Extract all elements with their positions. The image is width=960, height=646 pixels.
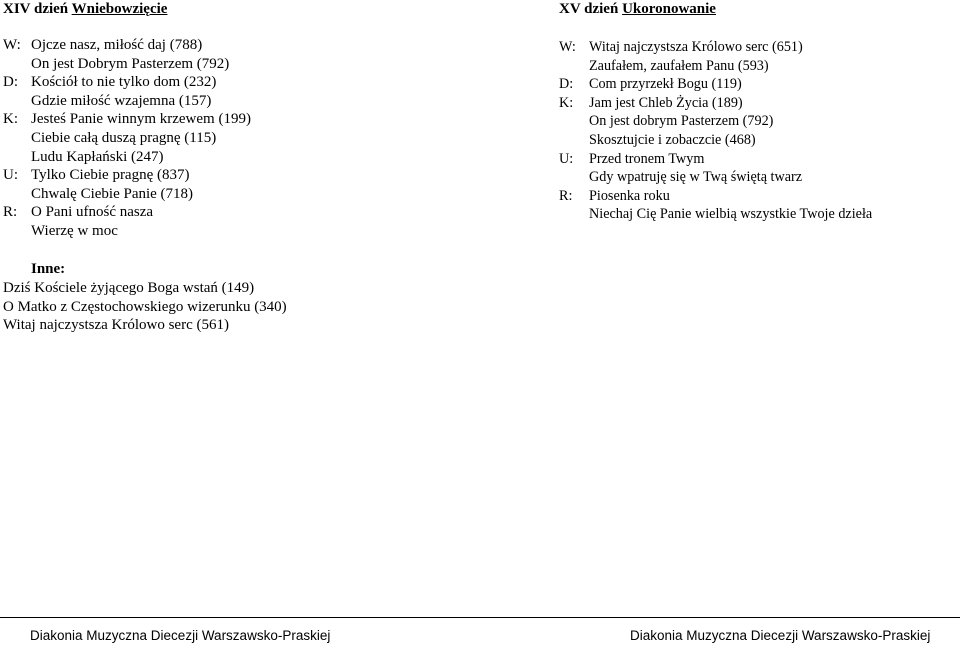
entry-prefix: K: xyxy=(3,111,18,128)
song-entry xyxy=(3,222,473,241)
entry-prefix: R: xyxy=(559,187,573,204)
entry-text: Ludu Kapłański (247) xyxy=(31,148,164,165)
song-entry xyxy=(3,92,473,111)
left-day-name: Wniebowzięcie xyxy=(71,1,168,17)
entry-prefix xyxy=(559,112,589,131)
entry-text: Gdy wpatruję się w Twą świętą twarz xyxy=(589,169,803,186)
entry-text: Ciebie całą duszą pragnę (115) xyxy=(31,129,217,146)
song-entry xyxy=(3,148,473,167)
song-entry xyxy=(3,185,473,204)
entry-prefix xyxy=(559,168,589,187)
entry-prefix xyxy=(3,222,31,241)
entry-prefix xyxy=(3,55,31,74)
entry-prefix: R: xyxy=(3,204,18,221)
entry-text: Wierzę w moc xyxy=(31,222,118,239)
song-entry xyxy=(3,55,473,74)
song-entry xyxy=(559,94,959,113)
right-day-column xyxy=(559,0,959,224)
other-song-item: O Matko z Częstochowskiego wizerunku (340) xyxy=(3,298,287,315)
entry-text: Jam jest Chleb Życia (189) xyxy=(589,94,743,111)
left-day-title xyxy=(3,0,473,18)
entry-text: Tylko Ciebie pragnę (837) xyxy=(31,167,190,184)
right-day-title xyxy=(559,0,959,18)
entry-text: Chwalę Ciebie Panie (718) xyxy=(31,185,194,202)
entry-text: Ojcze nasz, miłość daj (788) xyxy=(31,37,203,53)
entry-prefix: D: xyxy=(559,76,574,93)
entry-text: Niechaj Cię Panie wielbią wszystkie Twoje dzieła xyxy=(589,206,873,223)
entry-text: On jest Dobrym Pasterzem (792) xyxy=(31,55,230,72)
song-entry xyxy=(559,38,959,57)
entry-text: Skosztujcie i zobaczcie (468) xyxy=(589,131,756,148)
song-entry xyxy=(3,36,473,55)
entry-prefix xyxy=(559,57,589,76)
entry-text: Piosenka roku xyxy=(589,187,670,204)
entry-prefix: K: xyxy=(559,94,574,111)
entry-prefix xyxy=(559,205,589,224)
footer-divider xyxy=(0,617,960,618)
entry-text: O Pani ufność nasza xyxy=(31,204,154,221)
song-entry xyxy=(559,75,959,94)
entry-text: Witaj najczystsza Królowo serc (651) xyxy=(589,39,803,55)
footer-right-text: Diakonia Muzyczna Diecezji Warszawsko-Praskiej xyxy=(630,628,931,643)
entry-prefix: U: xyxy=(559,150,574,167)
song-entry xyxy=(559,205,959,224)
song-entry xyxy=(3,110,473,129)
song-entry xyxy=(3,166,473,185)
other-songs-title: Inne: xyxy=(31,261,66,277)
left-entries xyxy=(3,36,473,241)
song-entry xyxy=(3,73,473,92)
song-entry xyxy=(559,187,959,206)
entry-text: Gdzie miłość wzajemna (157) xyxy=(31,92,212,109)
footer-left-text: Diakonia Muzyczna Diecezji Warszawsko-Praskiej xyxy=(30,628,331,643)
entry-text: Jesteś Panie winnym krzewem (199) xyxy=(31,111,251,128)
right-entries xyxy=(559,38,959,224)
other-song-item: Witaj najczystsza Królowo serc (561) xyxy=(3,317,229,334)
song-entry xyxy=(3,129,473,148)
entry-prefix xyxy=(559,131,589,150)
song-entry xyxy=(3,203,473,222)
entry-prefix: D: xyxy=(3,74,18,91)
song-entry xyxy=(559,168,959,187)
entry-prefix xyxy=(3,185,31,204)
entry-prefix xyxy=(3,129,31,148)
entry-text: Kościół to nie tylko dom (232) xyxy=(31,74,217,91)
entry-prefix xyxy=(3,148,31,167)
entry-prefix xyxy=(3,92,31,111)
entry-text: Com przyrzekł Bogu (119) xyxy=(589,76,742,93)
song-entry xyxy=(559,131,959,150)
entry-prefix: W: xyxy=(559,39,576,55)
song-entry xyxy=(559,57,959,76)
other-song-item: Dziś Kościele żyjącego Boga wstań (149) xyxy=(3,279,255,296)
left-day-column xyxy=(3,0,473,241)
right-day-name: Ukoronowanie xyxy=(622,1,716,17)
left-day-number: XIV dzień xyxy=(3,1,69,17)
entry-text: Zaufałem, zaufałem Panu (593) xyxy=(589,57,769,74)
song-entry xyxy=(559,150,959,169)
other-songs-section xyxy=(3,260,287,335)
entry-prefix: U: xyxy=(3,167,18,184)
song-entry xyxy=(559,112,959,131)
entry-prefix: W: xyxy=(3,37,21,53)
entry-text: On jest dobrym Pasterzem (792) xyxy=(589,113,774,130)
right-day-number: XV dzień xyxy=(559,1,619,17)
entry-text: Przed tronem Twym xyxy=(589,150,705,167)
